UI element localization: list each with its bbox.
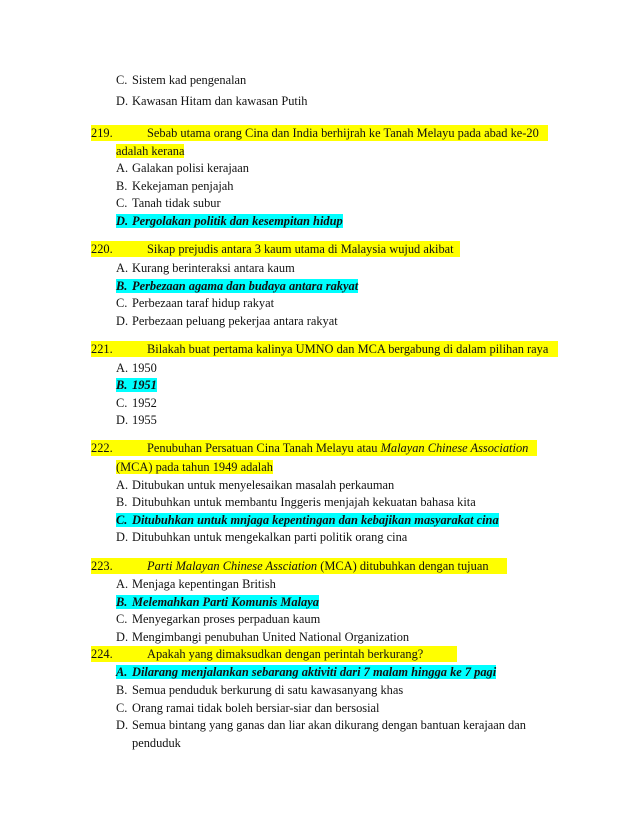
question-number: 220. — [91, 242, 113, 256]
option-text: Kurang berinteraksi antara kaum — [132, 261, 295, 275]
option-text: 1952 — [132, 396, 157, 410]
option-letter: B. — [116, 595, 128, 609]
question-number: 223. — [91, 559, 113, 573]
option-text: Galakan polisi kerajaan — [132, 161, 249, 175]
q220-option-b-answer — [116, 278, 358, 294]
q223-option-a — [116, 576, 276, 592]
option-text: Ditubukan untuk menyelesaikan masalah perkauman — [132, 478, 395, 492]
question-224 — [91, 646, 457, 662]
option-text: Melemahkan Parti Komunis Malaya — [132, 595, 319, 609]
question-222 — [91, 440, 537, 456]
option-letter: B. — [116, 279, 128, 293]
question-219 — [91, 125, 548, 141]
question-222-cont — [116, 459, 273, 475]
question-text: Sebab utama orang Cina dan India berhijrah ke Tanah Melayu pada abad ke-20 — [147, 126, 539, 140]
option-letter: A. — [116, 665, 128, 679]
question-text: Sikap prejudis antara 3 kaum utama di Malaysia wujud akibat — [147, 242, 454, 256]
question-223 — [91, 558, 507, 574]
question-text: Bilakah buat pertama kalinya UMNO dan MCA bergabung di dalam pilihan raya — [147, 342, 549, 356]
option-letter: C. — [116, 612, 128, 626]
option-text: Semua bintang yang ganas dan liar akan dikurang dengan bantuan kerajaan dan — [132, 718, 526, 732]
question-220 — [91, 241, 460, 257]
option-letter: B. — [116, 378, 128, 392]
question-text-italic: Parti Malayan Chinese Assciation — [147, 559, 318, 573]
q222-option-c-answer — [116, 512, 499, 528]
option-text: 1950 — [132, 361, 157, 375]
option-letter: C. — [116, 73, 128, 87]
question-number: 224. — [91, 647, 113, 661]
q222-option-b — [116, 494, 476, 510]
question-text-cont: adalah kerana — [116, 144, 185, 158]
question-219-cont — [116, 143, 184, 159]
option-text: Kekejaman penjajah — [132, 179, 234, 193]
option-text: Ditubuhkan untuk membantu Inggeris menjajah kekuatan bahasa kita — [132, 495, 476, 509]
q222-option-a — [116, 477, 394, 493]
option-letter: D. — [116, 94, 129, 108]
option-letter: B. — [116, 495, 128, 509]
q221-option-d — [116, 412, 157, 428]
option-text-cont: penduduk — [132, 736, 181, 750]
option-text: Menyegarkan proses perpaduan kaum — [132, 612, 321, 626]
option-text: Semua penduduk berkurung di satu kawasanyang khas — [132, 683, 404, 697]
question-text: Apakah yang dimaksudkan dengan perintah berkurang? — [147, 647, 424, 661]
question-221 — [91, 341, 558, 357]
q219-option-c — [116, 195, 221, 211]
q221-option-a — [116, 360, 157, 376]
question-number: 222. — [91, 441, 113, 455]
option-letter: B. — [116, 179, 128, 193]
q220-option-a — [116, 260, 295, 276]
q222-option-d — [116, 529, 407, 545]
option-text: 1951 — [132, 378, 157, 392]
option-letter: C. — [116, 396, 128, 410]
q224-option-d — [116, 717, 526, 733]
option-text: Ditubuhkan untuk mnjaga kepentingan dan kebajikan masyarakat cina — [132, 513, 499, 527]
option-text: Pergolakan politik dan kesempitan hidup — [132, 214, 343, 228]
option-d-prev — [116, 93, 308, 109]
q223-option-c — [116, 611, 320, 627]
option-letter: A. — [116, 478, 129, 492]
option-text: Orang ramai tidak boleh bersiar-siar dan bersosial — [132, 701, 380, 715]
option-letter: A. — [116, 577, 129, 591]
option-text: 1955 — [132, 413, 157, 427]
option-letter: A. — [116, 161, 129, 175]
option-letter: D. — [116, 718, 129, 732]
question-text: (MCA) ditubuhkan dengan tujuan — [317, 559, 489, 573]
q224-option-d-cont — [132, 735, 181, 751]
option-letter: C. — [116, 196, 128, 210]
option-text: Tanah tidak subur — [132, 196, 221, 210]
question-number: 219. — [91, 126, 113, 140]
q224-option-b — [116, 682, 403, 698]
option-letter: A. — [116, 261, 129, 275]
option-text: Dilarang menjalankan sebarang aktiviti dari 7 malam hingga ke 7 pagi — [132, 665, 497, 679]
option-letter: C. — [116, 701, 128, 715]
question-text: Penubuhan Persatuan Cina Tanah Melayu atau — [147, 441, 381, 455]
option-letter: A. — [116, 361, 129, 375]
q223-option-d — [116, 629, 409, 645]
q224-option-a-answer — [116, 664, 496, 680]
q220-option-d — [116, 313, 338, 329]
option-letter: D. — [116, 214, 129, 228]
q221-option-c — [116, 395, 157, 411]
q223-option-b-answer — [116, 594, 319, 610]
q219-option-b — [116, 178, 234, 194]
option-letter: D. — [116, 413, 129, 427]
option-text: Ditubuhkan untuk mengekalkan parti politik orang cina — [132, 530, 408, 544]
option-letter: B. — [116, 683, 128, 697]
option-letter: C. — [116, 296, 128, 310]
option-text: Mengimbangi penubuhan United National Organization — [132, 630, 410, 644]
q224-option-c — [116, 700, 379, 716]
question-number: 221. — [91, 342, 113, 356]
q220-option-c — [116, 295, 274, 311]
option-letter: D. — [116, 314, 129, 328]
option-text: Menjaga kepentingan British — [132, 577, 276, 591]
q219-option-d-answer — [116, 213, 343, 229]
option-letter: D. — [116, 630, 129, 644]
option-text: Perbezaan agama dan budaya antara rakyat — [132, 279, 359, 293]
q221-option-b-answer — [116, 377, 157, 393]
option-text: Perbezaan taraf hidup rakyat — [132, 296, 275, 310]
option-text: Kawasan Hitam dan kawasan Putih — [132, 94, 308, 108]
question-text-italic: Malayan Chinese Association — [380, 441, 529, 455]
option-text: Perbezaan peluang pekerjaa antara rakyat — [132, 314, 338, 328]
option-letter: C. — [116, 513, 128, 527]
q219-option-a — [116, 160, 249, 176]
option-letter: D. — [116, 530, 129, 544]
option-text: Sistem kad pengenalan — [132, 73, 247, 87]
option-c-prev — [116, 72, 246, 88]
question-text-cont: (MCA) pada tahun 1949 adalah — [116, 460, 273, 474]
